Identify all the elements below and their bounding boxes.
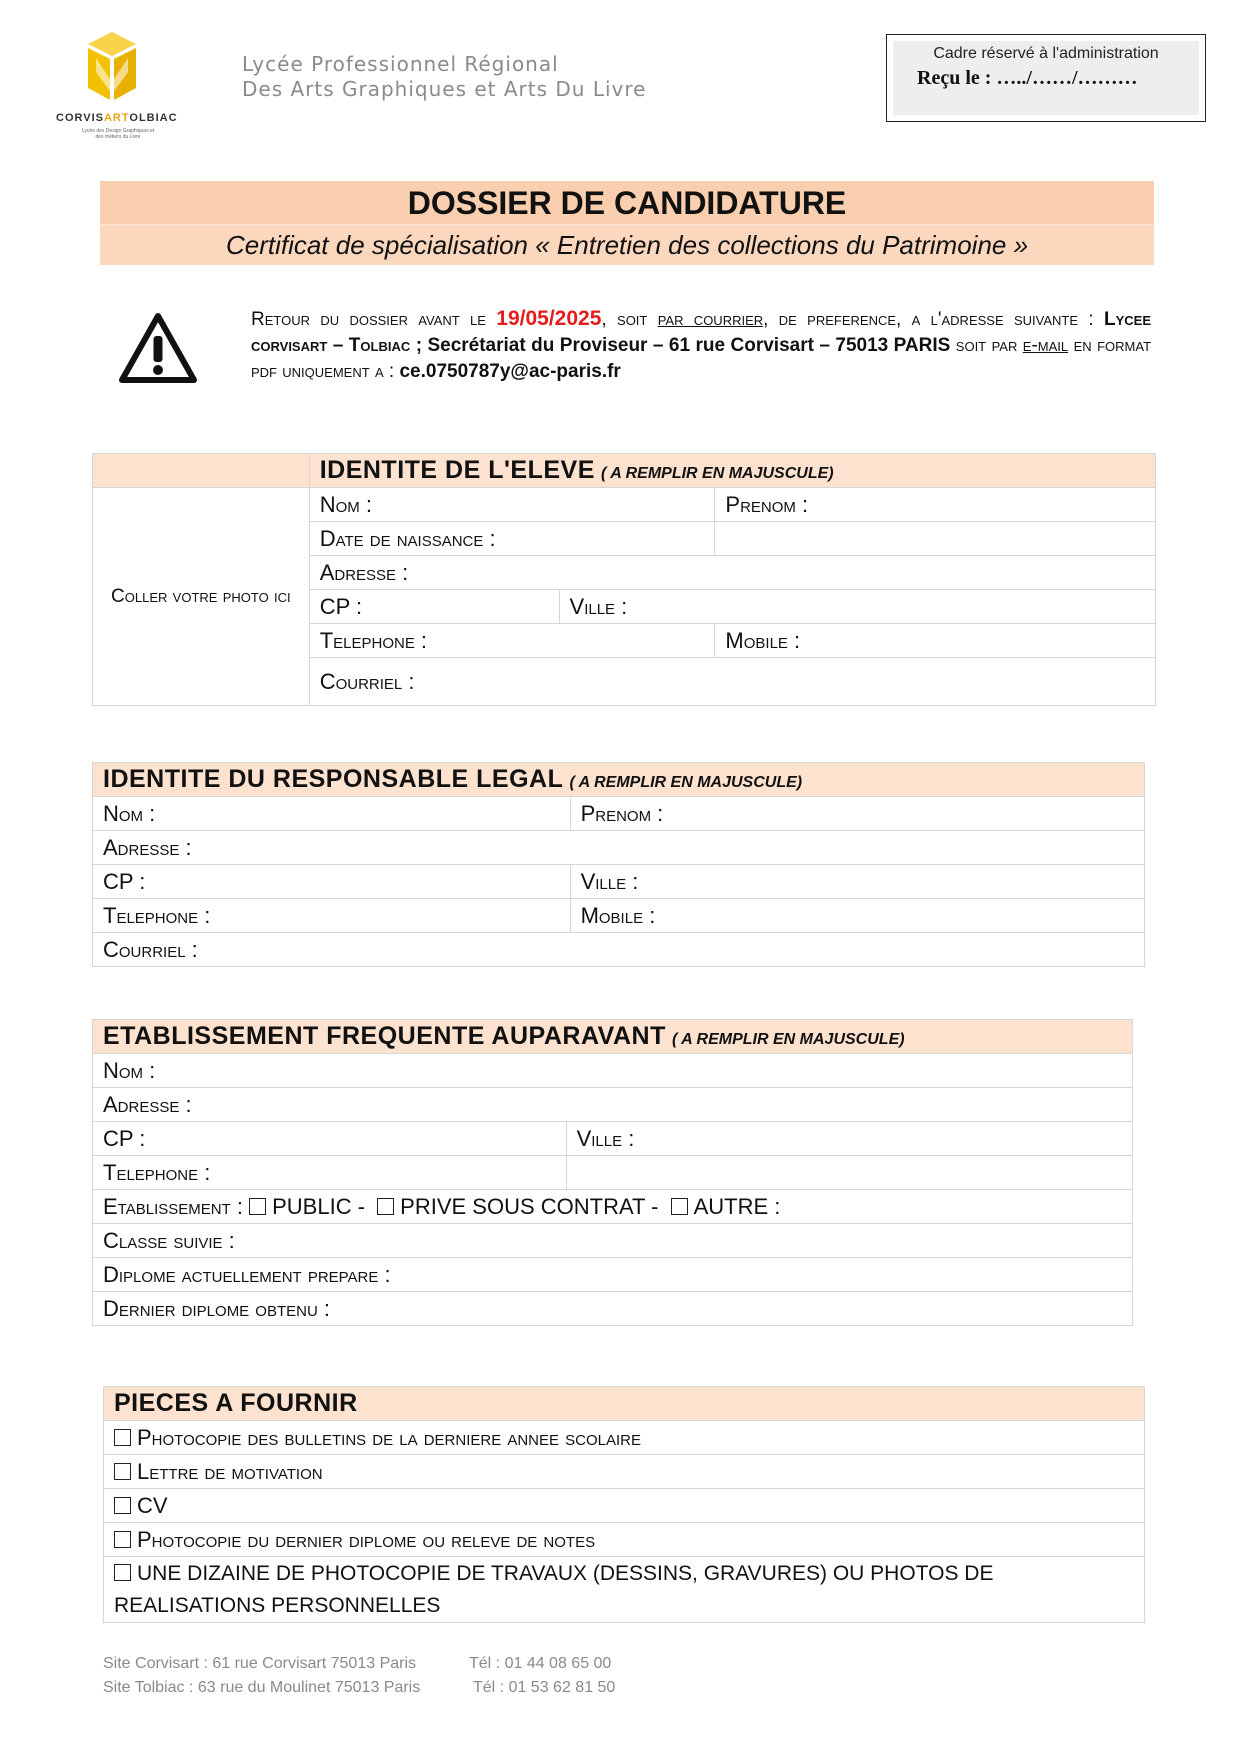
document-subtitle: Certificat de spécialisation « Entretien des collections du Patrimoine » xyxy=(100,225,1154,265)
guardian-phone-field[interactable]: Telephone : xyxy=(93,899,571,933)
private-label: PRIVE SOUS CONTRAT - xyxy=(400,1193,659,1219)
school-address-field[interactable]: Adresse : xyxy=(93,1088,1133,1122)
student-birthdate-extra xyxy=(715,522,1156,556)
admin-title: Cadre réservé à l'administration xyxy=(933,45,1159,62)
student-mobile-field[interactable]: Mobile : xyxy=(715,624,1156,658)
guardian-section-header: IDENTITE DU RESPONSABLE LEGAL ( A REMPLIR EN MAJUSCULE) xyxy=(93,763,1145,797)
school-name xyxy=(242,52,646,102)
guardian-mobile-field[interactable]: Mobile : xyxy=(570,899,1144,933)
school-phone-field[interactable]: Telephone : xyxy=(93,1156,567,1190)
footer-tel1: Tél : 01 44 08 65 00 xyxy=(469,1655,612,1672)
document-checkbox[interactable] xyxy=(114,1463,131,1480)
previous-school-table xyxy=(92,1019,1133,1326)
other-label: AUTRE : xyxy=(693,1193,781,1219)
document-item: Photocopie des bulletins de la derniere annee scolaire xyxy=(104,1421,1145,1455)
class-field[interactable]: Classe suivie : xyxy=(93,1224,1133,1258)
deadline-date: 19/05/2025 xyxy=(496,307,602,330)
guardian-identity-table xyxy=(92,762,1145,967)
student-phone-field[interactable]: Telephone : xyxy=(309,624,715,658)
return-notice: Retour du dossier avant le 19/05/2025, soit par courrier, de preference, a l'adresse suivante : Lycee corvisart – Tolbiac ; Secrétariat du Proviseur – 61 rue Corvisart – 75013 PARIS soit par e-mail en format pdf uniquement a : ce.0750787y@ac-paris.fr xyxy=(251,307,1152,382)
other-checkbox[interactable] xyxy=(671,1198,688,1215)
guardian-email-field[interactable]: Courriel : xyxy=(93,933,1145,967)
document-item: CV xyxy=(104,1489,1145,1523)
documents-section-header: PIECES A FOURNIR xyxy=(104,1387,1145,1421)
guardian-city-field[interactable]: Ville : xyxy=(570,865,1144,899)
guardian-nom-field[interactable]: Nom : xyxy=(93,797,571,831)
school-city-field[interactable]: Ville : xyxy=(566,1122,1132,1156)
document-checkbox[interactable] xyxy=(114,1531,131,1548)
guardian-cp-field[interactable]: CP : xyxy=(93,865,571,899)
document-item: Lettre de motivation xyxy=(104,1455,1145,1489)
student-address-field[interactable]: Adresse : xyxy=(309,556,1155,590)
corvisart-tolbiac-logo-icon xyxy=(86,32,138,102)
school-cp-field[interactable]: CP : xyxy=(93,1122,567,1156)
school-name-line2: Des Arts Graphiques et Arts Du Livre xyxy=(242,77,647,101)
private-checkbox[interactable] xyxy=(377,1198,394,1215)
photo-placeholder[interactable]: Coller votre photo ici xyxy=(93,488,310,706)
document-title: DOSSIER DE CANDIDATURE xyxy=(100,181,1154,225)
admin-received-date: Reçu le : …../……/……… xyxy=(917,67,1138,89)
school-logo xyxy=(52,32,178,142)
student-city-field[interactable]: Ville : xyxy=(559,590,1155,624)
student-cp-field[interactable]: CP : xyxy=(309,590,559,624)
document-checkbox[interactable] xyxy=(114,1564,131,1581)
contact-email: ce.0750787y@ac-paris.fr xyxy=(399,361,621,382)
previous-school-section-header: ETABLISSEMENT FREQUENTE AUPARAVANT ( A REMPLIR EN MAJUSCULE) xyxy=(93,1020,1133,1054)
footer xyxy=(103,1652,615,1700)
title-banner xyxy=(100,181,1154,265)
logo-brand: CORVISARTOLBIAC xyxy=(56,112,178,124)
admin-reserved-box xyxy=(886,34,1206,122)
public-checkbox[interactable] xyxy=(249,1198,266,1215)
student-identity-table xyxy=(92,453,1156,706)
school-type-field xyxy=(93,1190,1133,1224)
document-item: Photocopie du dernier diplome ou releve de notes xyxy=(104,1523,1145,1557)
guardian-prenom-field[interactable]: Prenom : xyxy=(570,797,1144,831)
guardian-address-field[interactable]: Adresse : xyxy=(93,831,1145,865)
document-item: UNE DIZAINE DE PHOTOCOPIE DE TRAVAUX (DESSINS, GRAVURES) OU PHOTOS DE REALISATIONS PERSONNELLES xyxy=(104,1557,1145,1623)
footer-site2: Site Tolbiac : 63 rue du Moulinet 75013 Paris xyxy=(103,1679,421,1696)
school-type-label: Etablissement : xyxy=(103,1193,243,1219)
document-checkbox[interactable] xyxy=(114,1429,131,1446)
footer-site1: Site Corvisart : 61 rue Corvisart 75013 Paris xyxy=(103,1655,417,1672)
school-nom-field[interactable]: Nom : xyxy=(93,1054,1133,1088)
student-nom-field[interactable]: Nom : xyxy=(309,488,715,522)
public-label: PUBLIC - xyxy=(272,1193,366,1219)
warning-icon xyxy=(118,312,198,389)
student-birthdate-field[interactable]: Date de naissance : xyxy=(309,522,715,556)
school-name-line1: Lycée Professionnel Régional xyxy=(242,52,559,76)
documents-table xyxy=(103,1386,1145,1623)
student-prenom-field[interactable]: Prenom : xyxy=(715,488,1156,522)
current-diploma-field[interactable]: Diplome actuellement prepare : xyxy=(93,1258,1133,1292)
school-phone-extra xyxy=(566,1156,1132,1190)
student-section-header: IDENTITE DE L'ELEVE ( A REMPLIR EN MAJUSCULE) xyxy=(309,454,1155,488)
student-email-field[interactable]: Courriel : xyxy=(309,658,1155,706)
document-checkbox[interactable] xyxy=(114,1497,131,1514)
logo-subtitle: Lycée des Design Graphiques et des métiers du Livre xyxy=(81,128,155,140)
last-diploma-field[interactable]: Dernier diplome obtenu : xyxy=(93,1292,1133,1326)
footer-tel2: Tél : 01 53 62 81 50 xyxy=(473,1679,616,1696)
